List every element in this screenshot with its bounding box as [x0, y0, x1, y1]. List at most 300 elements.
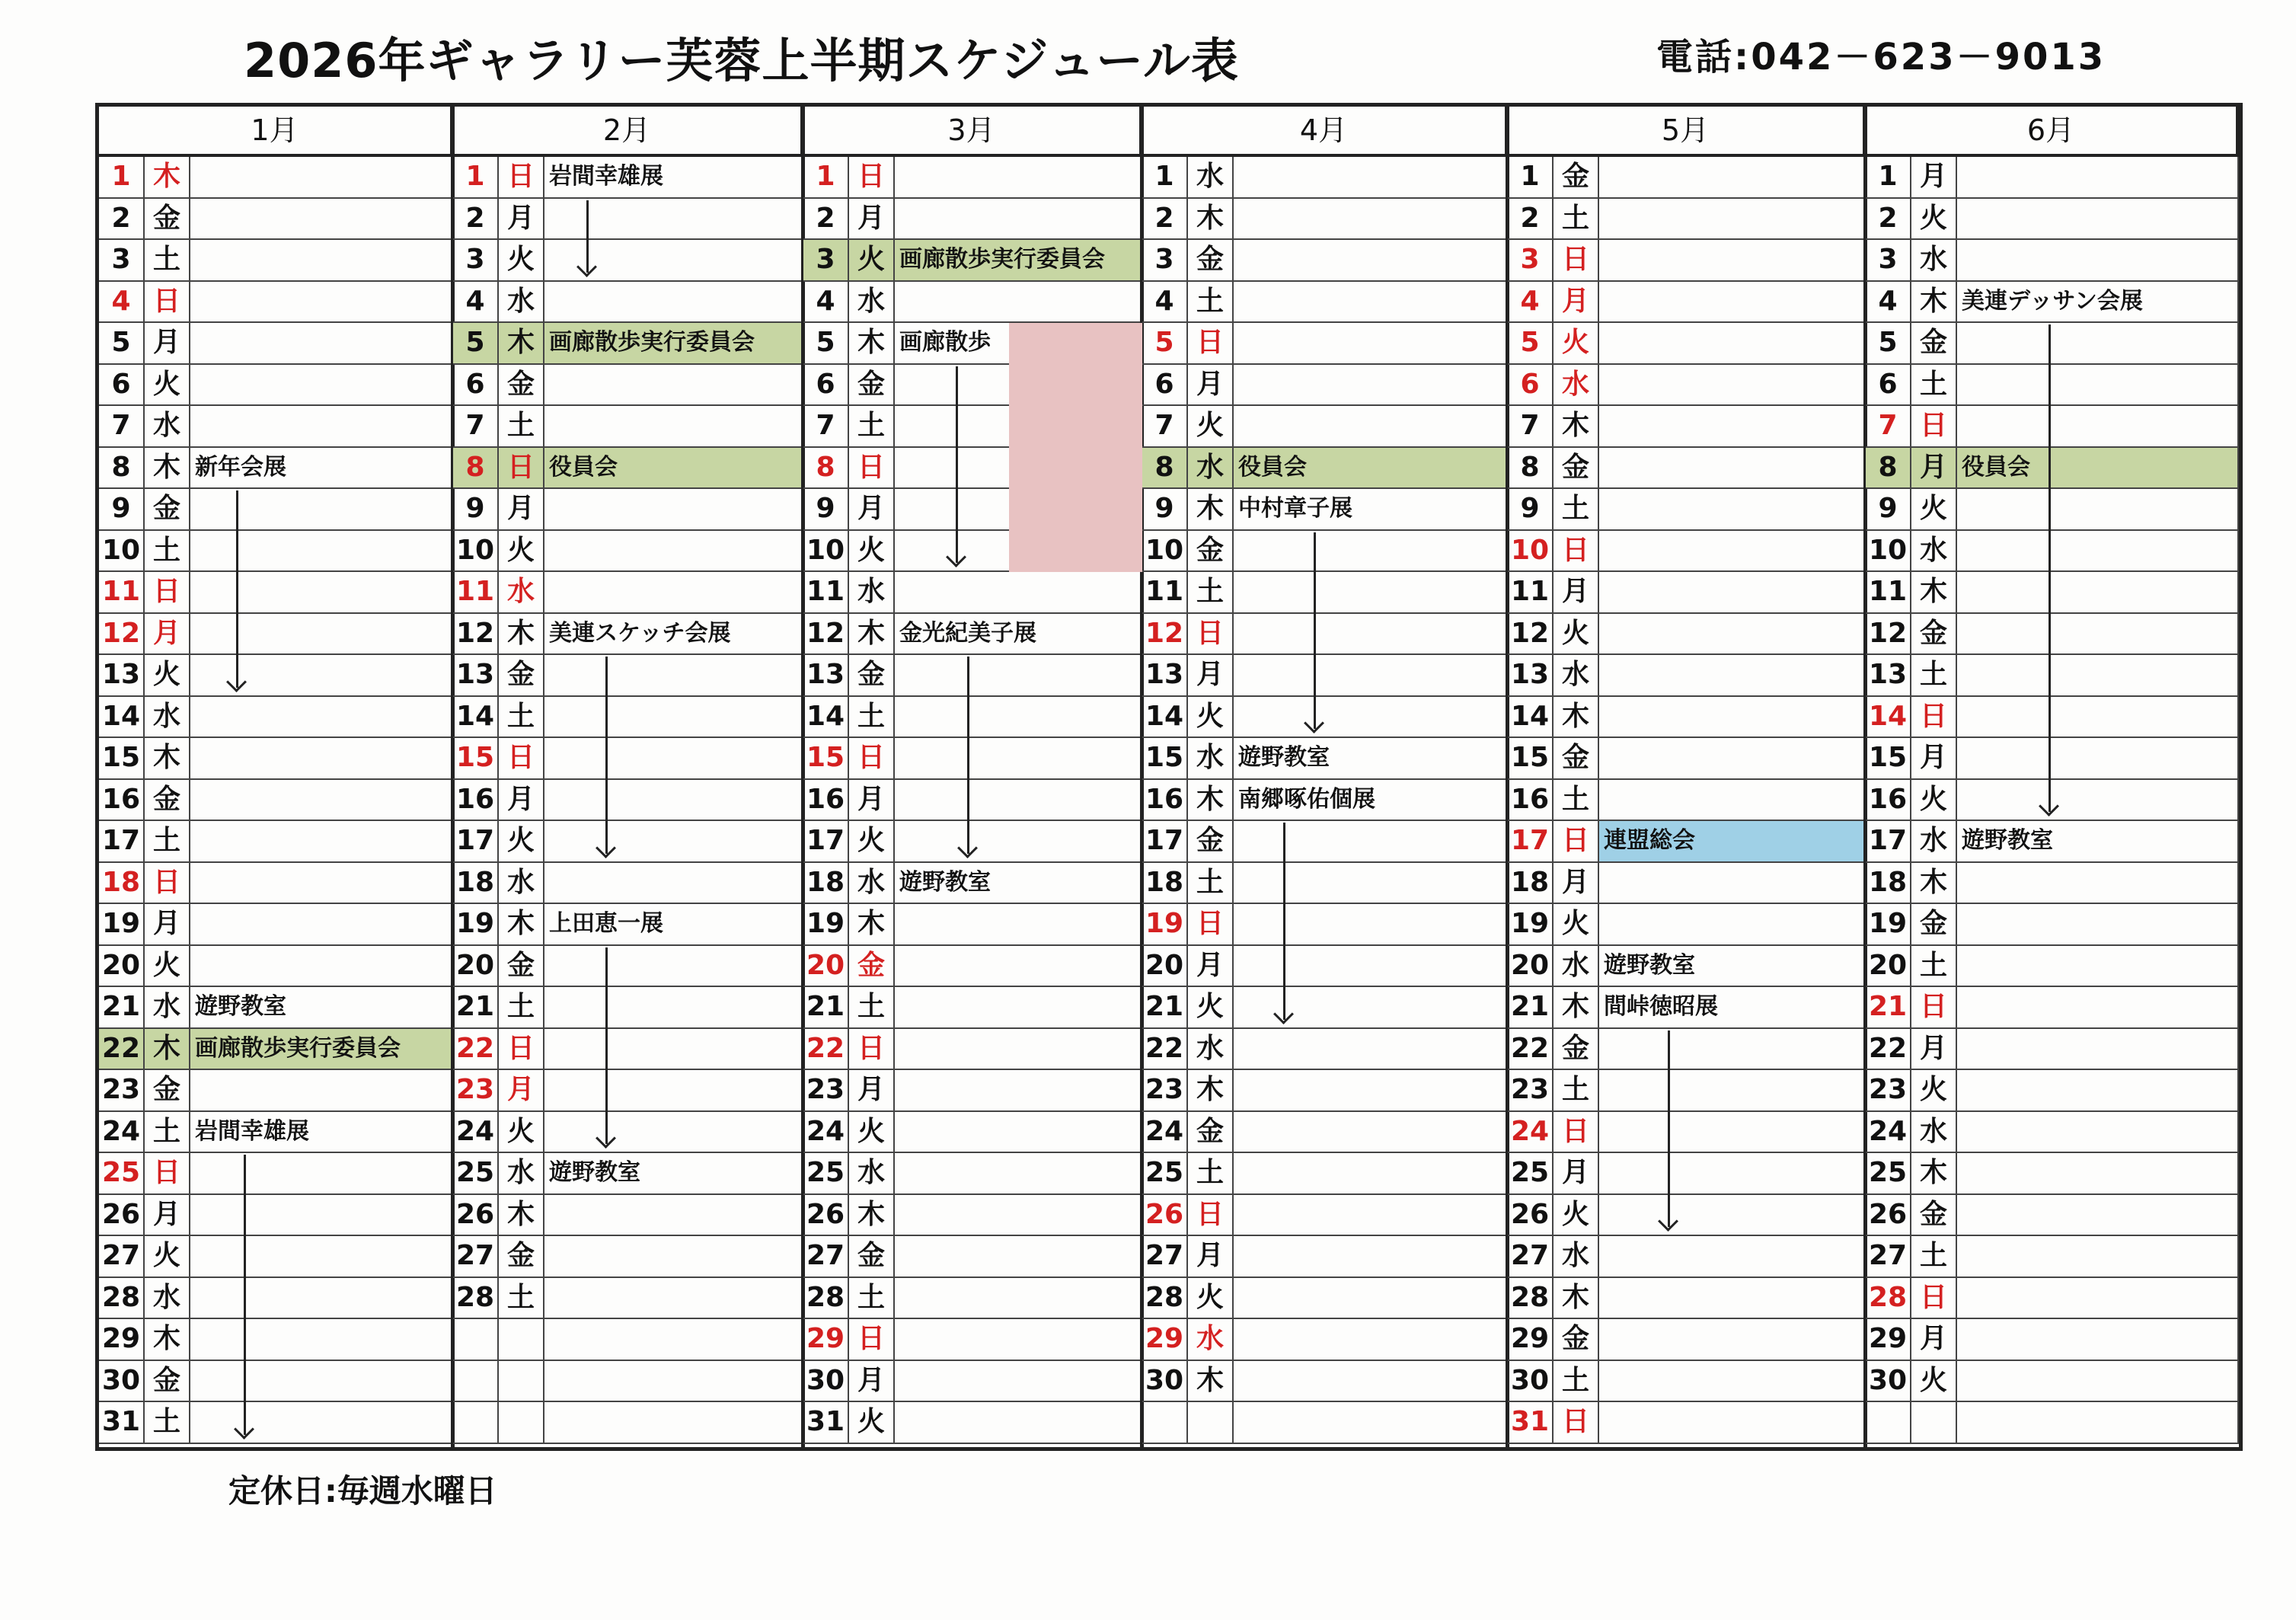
event-cell — [1957, 572, 2239, 614]
day-number: 11 — [803, 572, 849, 614]
day-number: 19 — [803, 904, 849, 946]
day-number: 15 — [1142, 738, 1188, 780]
event-cell — [1234, 572, 1508, 614]
weekday: 土 — [1554, 1070, 1599, 1112]
weekday: 水 — [1188, 738, 1234, 780]
day-number: 20 — [1866, 946, 1911, 988]
weekday: 月 — [145, 904, 190, 946]
event-cell — [1957, 1195, 2239, 1237]
day-number: 14 — [99, 697, 145, 739]
weekday: 月 — [499, 780, 544, 822]
weekday: 金 — [145, 199, 190, 241]
day-number: 6 — [803, 365, 849, 407]
event-cell — [544, 1236, 803, 1278]
day-number: 21 — [1142, 987, 1188, 1029]
day-number: 9 — [1508, 489, 1554, 531]
weekday: 月 — [1188, 655, 1234, 697]
event-cell: 遊野教室 — [544, 1153, 803, 1195]
event-cell — [544, 1361, 803, 1403]
event-cell: 連盟総会 — [1599, 821, 1866, 863]
weekday: 火 — [1911, 1361, 1957, 1403]
event-cell — [895, 1278, 1142, 1320]
weekday: 火 — [1554, 1195, 1599, 1237]
event-cell — [895, 1236, 1142, 1278]
day-number: 11 — [99, 572, 145, 614]
weekday: 土 — [1911, 1236, 1957, 1278]
day-number: 5 — [1142, 323, 1188, 365]
day-number: 8 — [1142, 448, 1188, 490]
event-cell — [1599, 572, 1866, 614]
day-number: 12 — [1508, 614, 1554, 656]
weekday: 日 — [1554, 1402, 1599, 1444]
duration-arrow-icon — [244, 1155, 246, 1435]
day-number: 8 — [99, 448, 145, 490]
weekday: 土 — [499, 987, 544, 1029]
day-number: 31 — [99, 1402, 145, 1444]
event-cell: 遊野教室 — [1234, 738, 1508, 780]
event-cell — [1957, 780, 2239, 822]
event-cell — [190, 1361, 453, 1403]
day-number: 18 — [1866, 863, 1911, 905]
weekday: 水 — [1188, 448, 1234, 490]
weekday: 月 — [1554, 572, 1599, 614]
day-number: 23 — [803, 1070, 849, 1112]
day-number: 20 — [1142, 946, 1188, 988]
weekday: 水 — [1554, 365, 1599, 407]
weekday: 水 — [499, 863, 544, 905]
event-cell — [1957, 323, 2239, 365]
day-number: 6 — [1142, 365, 1188, 407]
event-cell — [1599, 1070, 1866, 1112]
day-number: 20 — [453, 946, 499, 988]
event-cell — [1599, 1278, 1866, 1320]
weekday: 月 — [145, 614, 190, 656]
weekday: 土 — [499, 1278, 544, 1320]
weekday: 木 — [1188, 489, 1234, 531]
event-cell — [895, 1402, 1142, 1444]
weekday: 金 — [1554, 448, 1599, 490]
day-number: 8 — [453, 448, 499, 490]
day-number: 12 — [803, 614, 849, 656]
event-cell: 遊野教室 — [1599, 946, 1866, 988]
day-number: 17 — [453, 821, 499, 863]
weekday: 日 — [849, 1319, 895, 1361]
weekday: 水 — [1188, 157, 1234, 199]
weekday: 月 — [499, 199, 544, 241]
event-cell — [1234, 406, 1508, 448]
day-number: 15 — [1508, 738, 1554, 780]
day-number: 25 — [803, 1153, 849, 1195]
duration-arrow-icon — [236, 490, 238, 688]
day-number: 21 — [1508, 987, 1554, 1029]
day-number: 19 — [453, 904, 499, 946]
day-number: 16 — [1866, 780, 1911, 822]
month-header-5: 5月 — [1508, 107, 1866, 157]
day-number: 29 — [1866, 1319, 1911, 1361]
day-number: 9 — [803, 489, 849, 531]
weekday: 日 — [1188, 904, 1234, 946]
event-cell — [544, 531, 803, 573]
weekday: 日 — [1554, 240, 1599, 282]
event-cell — [1234, 240, 1508, 282]
weekday: 金 — [1554, 1319, 1599, 1361]
day-number: 24 — [1142, 1112, 1188, 1154]
weekday: 日 — [1188, 1195, 1234, 1237]
event-cell — [544, 946, 803, 988]
day-number: 12 — [1142, 614, 1188, 656]
event-cell — [190, 946, 453, 988]
weekday: 水 — [499, 1153, 544, 1195]
day-number: 26 — [99, 1195, 145, 1237]
weekday — [499, 1402, 544, 1444]
event-cell — [1957, 863, 2239, 905]
event-cell — [190, 199, 453, 241]
weekday: 水 — [1554, 655, 1599, 697]
weekday: 火 — [1554, 614, 1599, 656]
event-cell — [895, 946, 1142, 988]
event-cell: 遊野教室 — [190, 987, 453, 1029]
event-cell — [1957, 614, 2239, 656]
weekday: 水 — [849, 863, 895, 905]
event-cell — [544, 780, 803, 822]
day-number: 8 — [1508, 448, 1554, 490]
event-cell — [1599, 406, 1866, 448]
weekday: 火 — [1188, 406, 1234, 448]
event-cell: 中村章子展 — [1234, 489, 1508, 531]
event-cell — [1957, 904, 2239, 946]
weekday: 木 — [1188, 1070, 1234, 1112]
weekday: 木 — [499, 1195, 544, 1237]
weekday: 木 — [1911, 282, 1957, 324]
day-number: 18 — [1142, 863, 1188, 905]
weekday — [499, 1361, 544, 1403]
event-cell — [1599, 1029, 1866, 1071]
weekday: 水 — [145, 1278, 190, 1320]
event-cell — [190, 738, 453, 780]
event-cell — [544, 489, 803, 531]
event-cell — [544, 655, 803, 697]
weekday: 金 — [145, 1361, 190, 1403]
event-cell — [1234, 614, 1508, 656]
event-cell — [1957, 1361, 2239, 1403]
event-cell — [895, 1153, 1142, 1195]
day-number: 22 — [1866, 1029, 1911, 1071]
weekday: 火 — [849, 1112, 895, 1154]
weekday: 火 — [849, 240, 895, 282]
event-cell — [190, 1278, 453, 1320]
event-cell — [1957, 489, 2239, 531]
event-cell — [544, 821, 803, 863]
day-number: 1 — [803, 157, 849, 199]
weekday: 火 — [145, 946, 190, 988]
event-cell — [1234, 1319, 1508, 1361]
day-number: 18 — [803, 863, 849, 905]
weekday: 火 — [1554, 323, 1599, 365]
day-number: 6 — [99, 365, 145, 407]
day-number: 29 — [803, 1319, 849, 1361]
day-number: 11 — [1866, 572, 1911, 614]
weekday: 木 — [849, 323, 895, 365]
event-cell — [1599, 1319, 1866, 1361]
duration-arrow-icon — [1283, 823, 1285, 1020]
weekday: 土 — [1188, 282, 1234, 324]
weekday: 木 — [145, 157, 190, 199]
weekday: 水 — [849, 572, 895, 614]
weekday: 火 — [1911, 1070, 1957, 1112]
day-number: 28 — [1142, 1278, 1188, 1320]
event-cell — [544, 199, 803, 241]
event-cell — [544, 572, 803, 614]
day-number: 1 — [1142, 157, 1188, 199]
day-number: 21 — [803, 987, 849, 1029]
event-cell — [1957, 1070, 2239, 1112]
weekday: 土 — [1188, 1153, 1234, 1195]
duration-arrow-icon — [605, 947, 608, 1145]
day-number: 2 — [1142, 199, 1188, 241]
weekday: 火 — [1188, 697, 1234, 739]
event-cell — [895, 1361, 1142, 1403]
event-cell — [1234, 946, 1508, 988]
event-cell — [1957, 1319, 2239, 1361]
event-cell — [895, 904, 1142, 946]
weekday: 日 — [145, 572, 190, 614]
weekday: 火 — [1911, 780, 1957, 822]
weekday: 火 — [499, 240, 544, 282]
day-number: 12 — [453, 614, 499, 656]
weekday: 木 — [1554, 697, 1599, 739]
event-cell — [1599, 1112, 1866, 1154]
day-number: 18 — [453, 863, 499, 905]
weekday: 水 — [849, 282, 895, 324]
weekday: 月 — [499, 1070, 544, 1112]
event-cell — [1234, 821, 1508, 863]
day-number: 4 — [99, 282, 145, 324]
event-cell — [1599, 614, 1866, 656]
day-number: 9 — [99, 489, 145, 531]
event-cell — [1599, 697, 1866, 739]
weekday: 木 — [1554, 1278, 1599, 1320]
weekday: 月 — [499, 489, 544, 531]
day-number: 30 — [803, 1361, 849, 1403]
weekday: 月 — [1188, 365, 1234, 407]
weekday: 月 — [1911, 448, 1957, 490]
day-number: 14 — [1508, 697, 1554, 739]
day-number: 30 — [1508, 1361, 1554, 1403]
weekday: 火 — [849, 821, 895, 863]
day-number: 5 — [1508, 323, 1554, 365]
schedule-table — [95, 103, 2243, 1451]
day-number: 12 — [1866, 614, 1911, 656]
weekday: 火 — [499, 1112, 544, 1154]
event-cell — [190, 655, 453, 697]
event-cell — [544, 1112, 803, 1154]
weekday: 木 — [145, 1029, 190, 1071]
day-number: 5 — [453, 323, 499, 365]
weekday: 木 — [145, 738, 190, 780]
event-cell — [1957, 240, 2239, 282]
day-number: 5 — [1866, 323, 1911, 365]
weekday: 火 — [499, 821, 544, 863]
weekday: 月 — [849, 199, 895, 241]
event-cell — [190, 1402, 453, 1444]
weekday: 日 — [145, 282, 190, 324]
event-cell — [1599, 1402, 1866, 1444]
day-number: 25 — [1866, 1153, 1911, 1195]
day-number: 8 — [803, 448, 849, 490]
day-number: 10 — [99, 531, 145, 573]
day-number — [1142, 1402, 1188, 1444]
event-cell — [544, 1195, 803, 1237]
day-number: 1 — [1866, 157, 1911, 199]
weekday: 水 — [849, 1153, 895, 1195]
event-cell: 上田恵一展 — [544, 904, 803, 946]
day-number: 7 — [803, 406, 849, 448]
weekday: 火 — [145, 655, 190, 697]
day-number: 7 — [453, 406, 499, 448]
weekday: 日 — [1188, 323, 1234, 365]
day-number: 17 — [803, 821, 849, 863]
weekday: 火 — [1188, 1278, 1234, 1320]
weekday: 土 — [145, 240, 190, 282]
weekday: 木 — [849, 614, 895, 656]
day-number: 17 — [1866, 821, 1911, 863]
weekday: 火 — [849, 1402, 895, 1444]
event-cell — [1234, 1278, 1508, 1320]
event-cell — [1234, 1195, 1508, 1237]
day-number: 27 — [1142, 1236, 1188, 1278]
event-cell — [895, 1029, 1142, 1071]
weekday: 金 — [1188, 240, 1234, 282]
event-cell — [1599, 1236, 1866, 1278]
weekday: 金 — [145, 489, 190, 531]
weekday: 月 — [1911, 1029, 1957, 1071]
day-number: 15 — [99, 738, 145, 780]
event-cell: 画廊散歩実行委員会 — [895, 240, 1142, 282]
event-cell — [1234, 697, 1508, 739]
day-number: 1 — [99, 157, 145, 199]
day-number: 29 — [1142, 1319, 1188, 1361]
event-cell — [895, 655, 1142, 697]
weekday: 月 — [145, 1195, 190, 1237]
event-cell — [1599, 1195, 1866, 1237]
weekday: 金 — [1554, 1029, 1599, 1071]
weekday: 日 — [145, 1153, 190, 1195]
event-cell: 金光紀美子展 — [895, 614, 1142, 656]
day-number: 23 — [1866, 1070, 1911, 1112]
event-cell — [1234, 282, 1508, 324]
event-cell — [544, 1278, 803, 1320]
day-number: 6 — [1508, 365, 1554, 407]
day-number: 29 — [99, 1319, 145, 1361]
day-number: 24 — [453, 1112, 499, 1154]
weekday: 水 — [1188, 1029, 1234, 1071]
event-cell — [190, 157, 453, 199]
day-number: 13 — [1866, 655, 1911, 697]
day-number: 3 — [1508, 240, 1554, 282]
weekday: 月 — [849, 489, 895, 531]
event-cell — [1957, 1402, 2239, 1444]
weekday: 金 — [1554, 738, 1599, 780]
day-number: 27 — [1508, 1236, 1554, 1278]
event-cell — [1234, 323, 1508, 365]
day-number: 4 — [453, 282, 499, 324]
day-number: 28 — [1508, 1278, 1554, 1320]
event-cell — [1234, 199, 1508, 241]
day-number: 26 — [803, 1195, 849, 1237]
event-cell — [1599, 323, 1866, 365]
day-number: 25 — [453, 1153, 499, 1195]
weekday: 土 — [1188, 572, 1234, 614]
event-cell — [1234, 987, 1508, 1029]
day-number: 1 — [453, 157, 499, 199]
event-cell: 役員会 — [1957, 448, 2239, 490]
day-number: 30 — [99, 1361, 145, 1403]
day-number: 21 — [1866, 987, 1911, 1029]
weekday: 土 — [1911, 946, 1957, 988]
day-number: 22 — [453, 1029, 499, 1071]
day-number: 22 — [1508, 1029, 1554, 1071]
event-cell — [544, 697, 803, 739]
weekday: 金 — [849, 655, 895, 697]
weekday: 木 — [499, 323, 544, 365]
event-cell — [544, 1070, 803, 1112]
day-number: 6 — [453, 365, 499, 407]
event-cell — [1234, 1361, 1508, 1403]
weekday: 木 — [499, 614, 544, 656]
event-cell — [1234, 655, 1508, 697]
weekday: 金 — [1911, 614, 1957, 656]
day-number: 10 — [1142, 531, 1188, 573]
weekday: 日 — [499, 448, 544, 490]
duration-arrow-icon — [1668, 1030, 1670, 1228]
day-number: 26 — [1142, 1195, 1188, 1237]
day-number: 27 — [803, 1236, 849, 1278]
weekday: 木 — [849, 904, 895, 946]
day-number: 10 — [1508, 531, 1554, 573]
event-cell — [895, 821, 1142, 863]
weekday: 水 — [145, 987, 190, 1029]
event-cell — [1599, 282, 1866, 324]
event-cell — [1234, 1029, 1508, 1071]
day-number: 22 — [1142, 1029, 1188, 1071]
day-number — [453, 1319, 499, 1361]
event-cell — [544, 987, 803, 1029]
event-cell — [895, 1319, 1142, 1361]
weekday: 日 — [1554, 531, 1599, 573]
event-cell — [1599, 365, 1866, 407]
event-cell — [895, 987, 1142, 1029]
event-cell — [544, 1029, 803, 1071]
event-cell — [895, 572, 1142, 614]
day-number: 11 — [1508, 572, 1554, 614]
day-number: 28 — [99, 1278, 145, 1320]
weekday: 木 — [499, 904, 544, 946]
event-cell — [1599, 655, 1866, 697]
event-cell — [190, 282, 453, 324]
day-number: 1 — [1508, 157, 1554, 199]
weekday: 月 — [1911, 1319, 1957, 1361]
day-number — [453, 1402, 499, 1444]
event-cell — [1234, 1236, 1508, 1278]
day-number: 17 — [99, 821, 145, 863]
weekday: 日 — [1554, 821, 1599, 863]
day-number: 12 — [99, 614, 145, 656]
duration-arrow-icon — [967, 657, 969, 854]
day-number: 16 — [1142, 780, 1188, 822]
event-cell — [190, 240, 453, 282]
day-number: 2 — [99, 199, 145, 241]
event-cell — [544, 406, 803, 448]
